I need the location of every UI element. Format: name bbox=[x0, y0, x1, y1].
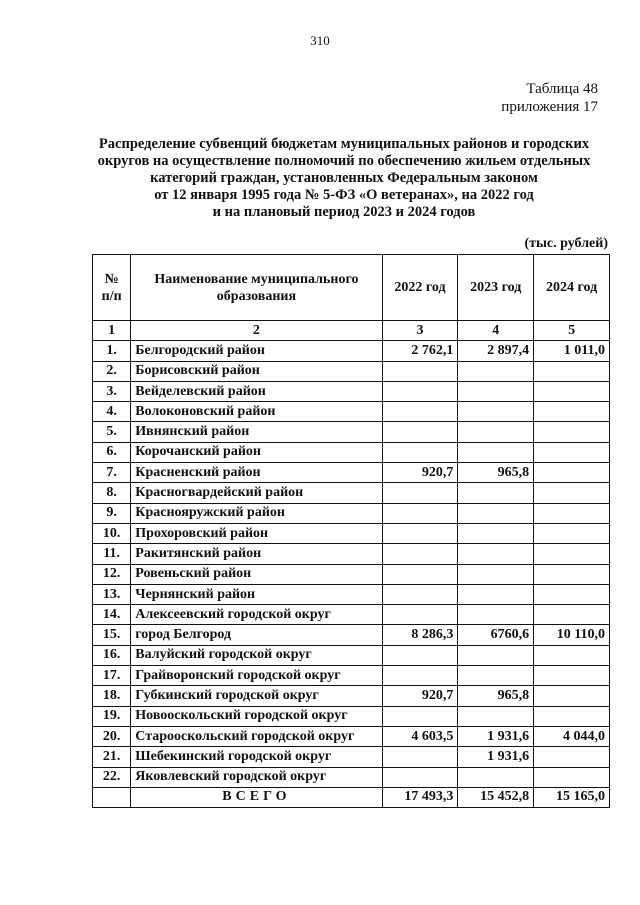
table-row bbox=[93, 706, 610, 726]
title-line3: категорий граждан, установленных Федеральным законом bbox=[150, 170, 538, 186]
row-2024: 10 110,0 bbox=[534, 625, 610, 645]
row-2022: 8 286,3 bbox=[382, 625, 458, 645]
row-2022 bbox=[382, 747, 458, 767]
table-row bbox=[93, 381, 610, 401]
table-row bbox=[93, 584, 610, 604]
row-2023 bbox=[458, 564, 534, 584]
header-name-line1: Наименование муниципального bbox=[154, 271, 359, 287]
row-number: 6. bbox=[93, 442, 131, 462]
row-2022: 920,7 bbox=[382, 686, 458, 706]
row-2022 bbox=[382, 645, 458, 665]
row-2022 bbox=[382, 442, 458, 462]
row-2022 bbox=[382, 767, 458, 787]
row-2023 bbox=[458, 605, 534, 625]
row-number: 15. bbox=[93, 625, 131, 645]
index-row bbox=[93, 321, 610, 341]
row-number: 17. bbox=[93, 666, 131, 686]
row-2022 bbox=[382, 666, 458, 686]
header-2022: 2022 год bbox=[382, 255, 458, 321]
table-reference bbox=[501, 80, 598, 116]
row-name: Новооскольский городской округ bbox=[131, 706, 382, 726]
table-row bbox=[93, 747, 610, 767]
row-2023 bbox=[458, 767, 534, 787]
row-2023 bbox=[458, 381, 534, 401]
row-name: Вейделевский район bbox=[131, 381, 382, 401]
row-name: Яковлевский городской округ bbox=[131, 767, 382, 787]
title-line1: Распределение субвенций бюджетам муниципальных районов и городских bbox=[98, 136, 590, 152]
header-number-line2: п/п bbox=[101, 288, 122, 304]
row-name: Борисовский район bbox=[131, 361, 382, 381]
row-number: 19. bbox=[93, 706, 131, 726]
row-name: Шебекинский городской округ bbox=[131, 747, 382, 767]
table-row bbox=[93, 544, 610, 564]
row-2024 bbox=[534, 767, 610, 787]
table-row bbox=[93, 564, 610, 584]
row-number: 20. bbox=[93, 726, 131, 746]
row-name: Корочанский район bbox=[131, 442, 382, 462]
row-2022 bbox=[382, 503, 458, 523]
row-number: 11. bbox=[93, 544, 131, 564]
row-number: 10. bbox=[93, 523, 131, 543]
row-2023 bbox=[458, 523, 534, 543]
row-2024 bbox=[534, 605, 610, 625]
table-row bbox=[93, 341, 610, 361]
row-2022: 2 762,1 bbox=[382, 341, 458, 361]
row-2023: 6760,6 bbox=[458, 625, 534, 645]
row-2024: 1 011,0 bbox=[534, 341, 610, 361]
title-line4: от 12 января 1995 года № 5-ФЗ «О ветеранах», на 2022 год bbox=[154, 187, 534, 203]
row-number: 5. bbox=[93, 422, 131, 442]
row-2024 bbox=[534, 645, 610, 665]
row-2023 bbox=[458, 503, 534, 523]
row-number: 14. bbox=[93, 605, 131, 625]
row-number: 2. bbox=[93, 361, 131, 381]
index-cell: 4 bbox=[458, 321, 534, 341]
title-line5: и на плановый период 2023 и 2024 годов bbox=[212, 204, 476, 220]
total-label: ВСЕГО bbox=[131, 787, 382, 807]
table-row bbox=[93, 523, 610, 543]
row-2024 bbox=[534, 564, 610, 584]
row-2024: 4 044,0 bbox=[534, 726, 610, 746]
table-row bbox=[93, 686, 610, 706]
header-2024: 2024 год bbox=[534, 255, 610, 321]
table-ref-line2: приложения 17 bbox=[501, 99, 598, 115]
row-name: Ивнянский район bbox=[131, 422, 382, 442]
row-name: Белгородский район bbox=[131, 341, 382, 361]
table-row bbox=[93, 645, 610, 665]
table-row bbox=[93, 726, 610, 746]
row-number: 12. bbox=[93, 564, 131, 584]
row-2024 bbox=[534, 483, 610, 503]
row-2024 bbox=[534, 523, 610, 543]
total-row bbox=[93, 787, 610, 807]
row-2024 bbox=[534, 706, 610, 726]
row-2024 bbox=[534, 686, 610, 706]
row-2022 bbox=[382, 402, 458, 422]
row-name: город Белгород bbox=[131, 625, 382, 645]
row-number: 13. bbox=[93, 584, 131, 604]
row-number: 8. bbox=[93, 483, 131, 503]
row-2024 bbox=[534, 747, 610, 767]
header-2023: 2023 год bbox=[458, 255, 534, 321]
row-2023 bbox=[458, 584, 534, 604]
row-2024 bbox=[534, 402, 610, 422]
page-number: 310 bbox=[310, 33, 330, 48]
table-ref-line1: Таблица 48 bbox=[526, 81, 598, 97]
table-row bbox=[93, 422, 610, 442]
row-number: 3. bbox=[93, 381, 131, 401]
row-number: 9. bbox=[93, 503, 131, 523]
row-2022 bbox=[382, 605, 458, 625]
row-2023 bbox=[458, 422, 534, 442]
total-number-cell bbox=[93, 787, 131, 807]
title-line2: округов на осуществление полномочий по обеспечению жильем отдельных bbox=[97, 153, 591, 169]
total-2023: 15 452,8 bbox=[458, 787, 534, 807]
row-number: 1. bbox=[93, 341, 131, 361]
row-name: Волоконовский район bbox=[131, 402, 382, 422]
row-2022 bbox=[382, 523, 458, 543]
row-2022: 920,7 bbox=[382, 463, 458, 483]
row-number: 18. bbox=[93, 686, 131, 706]
row-2023 bbox=[458, 666, 534, 686]
table-row bbox=[93, 503, 610, 523]
row-2022 bbox=[382, 381, 458, 401]
table-row bbox=[93, 767, 610, 787]
row-2023 bbox=[458, 706, 534, 726]
header-name-line2: образования bbox=[216, 288, 297, 304]
row-2022 bbox=[382, 361, 458, 381]
row-number: 22. bbox=[93, 767, 131, 787]
row-name: Прохоровский район bbox=[131, 523, 382, 543]
row-2023 bbox=[458, 483, 534, 503]
units-label: (тыс. рублей) bbox=[524, 236, 608, 251]
index-cell: 5 bbox=[534, 321, 610, 341]
row-2022 bbox=[382, 706, 458, 726]
header-number-line1: № bbox=[104, 271, 119, 287]
row-name: Красненский район bbox=[131, 463, 382, 483]
table-row bbox=[93, 666, 610, 686]
row-2024 bbox=[534, 503, 610, 523]
row-2023 bbox=[458, 402, 534, 422]
row-name: Красногвардейский район bbox=[131, 483, 382, 503]
row-number: 16. bbox=[93, 645, 131, 665]
header-name bbox=[131, 255, 382, 321]
row-number: 21. bbox=[93, 747, 131, 767]
row-name: Грайворонский городской округ bbox=[131, 666, 382, 686]
header-row bbox=[93, 255, 610, 321]
row-2024 bbox=[534, 584, 610, 604]
header-number bbox=[93, 255, 131, 321]
row-number: 4. bbox=[93, 402, 131, 422]
row-2023 bbox=[458, 544, 534, 564]
row-2022 bbox=[382, 564, 458, 584]
row-2022 bbox=[382, 483, 458, 503]
row-2024 bbox=[534, 381, 610, 401]
row-2023 bbox=[458, 361, 534, 381]
row-2024 bbox=[534, 442, 610, 462]
table-row bbox=[93, 605, 610, 625]
index-cell: 1 bbox=[93, 321, 131, 341]
row-2024 bbox=[534, 666, 610, 686]
row-2023 bbox=[458, 442, 534, 462]
row-2024 bbox=[534, 422, 610, 442]
row-number: 7. bbox=[93, 463, 131, 483]
index-cell: 2 bbox=[131, 321, 382, 341]
row-name: Алексеевский городской округ bbox=[131, 605, 382, 625]
row-name: Губкинский городской округ bbox=[131, 686, 382, 706]
document-title bbox=[70, 136, 618, 221]
row-2023: 1 931,6 bbox=[458, 747, 534, 767]
table-row bbox=[93, 361, 610, 381]
row-2022: 4 603,5 bbox=[382, 726, 458, 746]
row-name: Валуйский городской округ bbox=[131, 645, 382, 665]
table-row bbox=[93, 463, 610, 483]
row-2023: 2 897,4 bbox=[458, 341, 534, 361]
subsidy-table bbox=[92, 254, 610, 808]
table-row bbox=[93, 442, 610, 462]
total-2024: 15 165,0 bbox=[534, 787, 610, 807]
row-2024 bbox=[534, 463, 610, 483]
total-2022: 17 493,3 bbox=[382, 787, 458, 807]
table-row bbox=[93, 483, 610, 503]
row-name: Старооскольский городской округ bbox=[131, 726, 382, 746]
row-2024 bbox=[534, 361, 610, 381]
row-2023: 965,8 bbox=[458, 463, 534, 483]
row-name: Ракитянский район bbox=[131, 544, 382, 564]
row-name: Ровеньский район bbox=[131, 564, 382, 584]
row-2023 bbox=[458, 645, 534, 665]
row-name: Чернянский район bbox=[131, 584, 382, 604]
table-row bbox=[93, 402, 610, 422]
row-2023: 1 931,6 bbox=[458, 726, 534, 746]
row-2022 bbox=[382, 584, 458, 604]
row-2022 bbox=[382, 422, 458, 442]
index-cell: 3 bbox=[382, 321, 458, 341]
row-name: Краснояружский район bbox=[131, 503, 382, 523]
row-2022 bbox=[382, 544, 458, 564]
row-2024 bbox=[534, 544, 610, 564]
table-row bbox=[93, 625, 610, 645]
row-2023: 965,8 bbox=[458, 686, 534, 706]
